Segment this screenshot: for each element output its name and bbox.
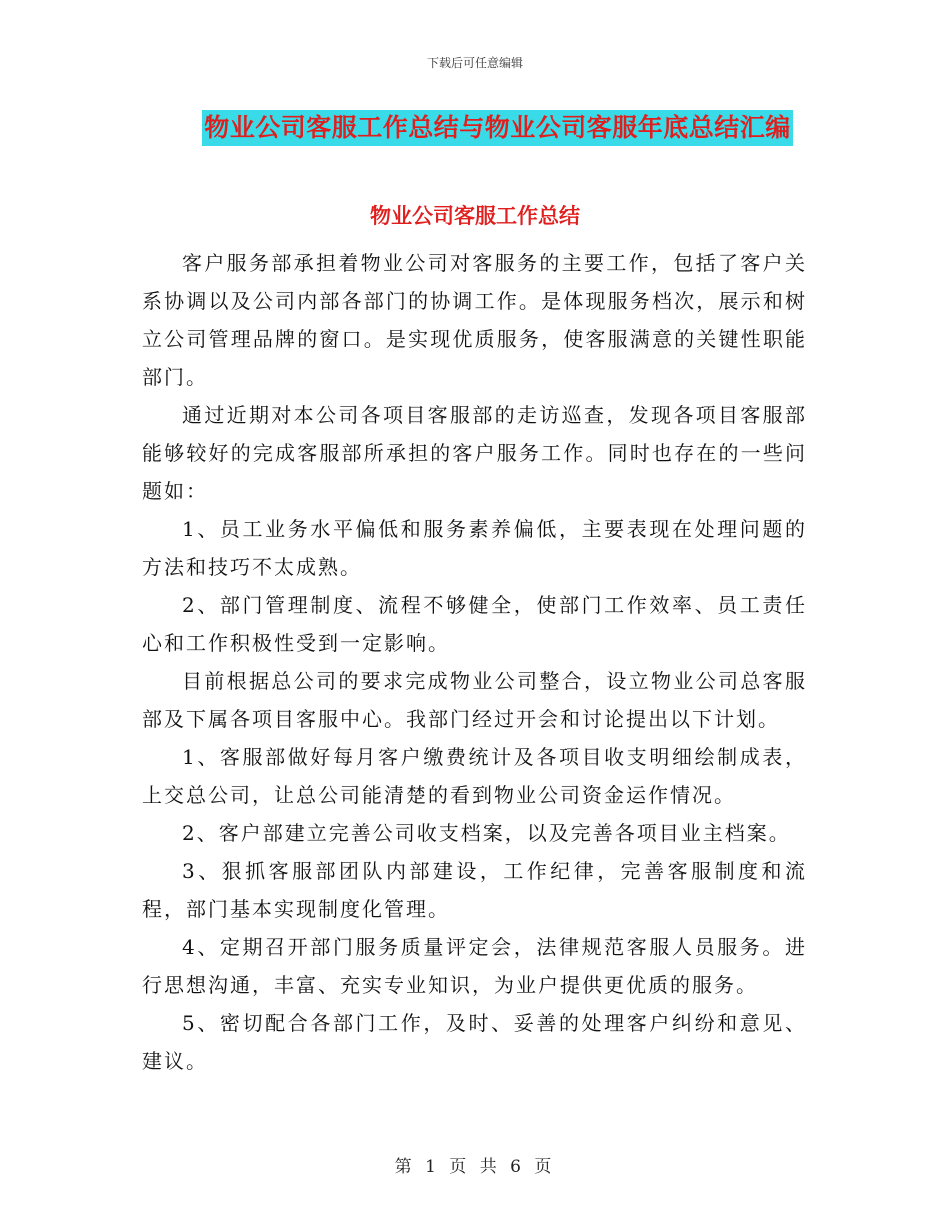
- paragraph: 1、员工业务水平偏低和服务素养偏低，主要表现在处理问题的方法和技巧不太成熟。: [142, 517, 807, 579]
- paragraph: 2、部门管理制度、流程不够健全，使部门工作效率、员工责任心和工作积极性受到一定影响。: [142, 593, 807, 655]
- section-title: 物业公司客服工作总结: [370, 204, 580, 228]
- page-header-note: 下载后可任意编辑: [426, 56, 523, 70]
- document-title-container: [0, 110, 950, 146]
- paragraph: 通过近期对本公司各项目客服部的走访巡查，发现各项目客服部能够较好的完成客服部所承担的客户服务工作。同时也存在的一些问题如：: [142, 403, 807, 503]
- page-number-footer: 第 1 页 共 6 页: [394, 1157, 556, 1177]
- paragraph: 5、密切配合各部门工作，及时、妥善的处理客户纠纷和意见、建议。: [142, 1011, 807, 1073]
- document-body: [142, 244, 807, 1080]
- paragraph: 客户服务部承担着物业公司对客服务的主要工作，包括了客户关系协调以及公司内部各部门的协调工作。是体现服务档次，展示和树立公司管理品牌的窗口。是实现优质服务，使客服满意的关键性职能部门。: [142, 251, 807, 389]
- paragraph: 2、客户部建立完善公司收支档案，以及完善各项目业主档案。: [182, 821, 791, 845]
- paragraph: 目前根据总公司的要求完成物业公司整合，设立物业公司总客服部及下属各项目客服中心。我部门经过开会和讨论提出以下计划。: [142, 669, 807, 731]
- document-title: 物业公司客服工作总结与物业公司客服年底总结汇编: [202, 110, 793, 146]
- paragraph: 3、狠抓客服部团队内部建设，工作纪律，完善客服制度和流程，部门基本实现制度化管理。: [142, 859, 807, 921]
- paragraph: 1、客服部做好每月客户缴费统计及各项目收支明细绘制成表，上交总公司，让总公司能清楚的看到物业公司资金运作情况。: [142, 745, 807, 807]
- paragraph: 4、定期召开部门服务质量评定会，法律规范客服人员服务。进行思想沟通，丰富、充实专业知识，为业户提供更优质的服务。: [142, 935, 807, 997]
